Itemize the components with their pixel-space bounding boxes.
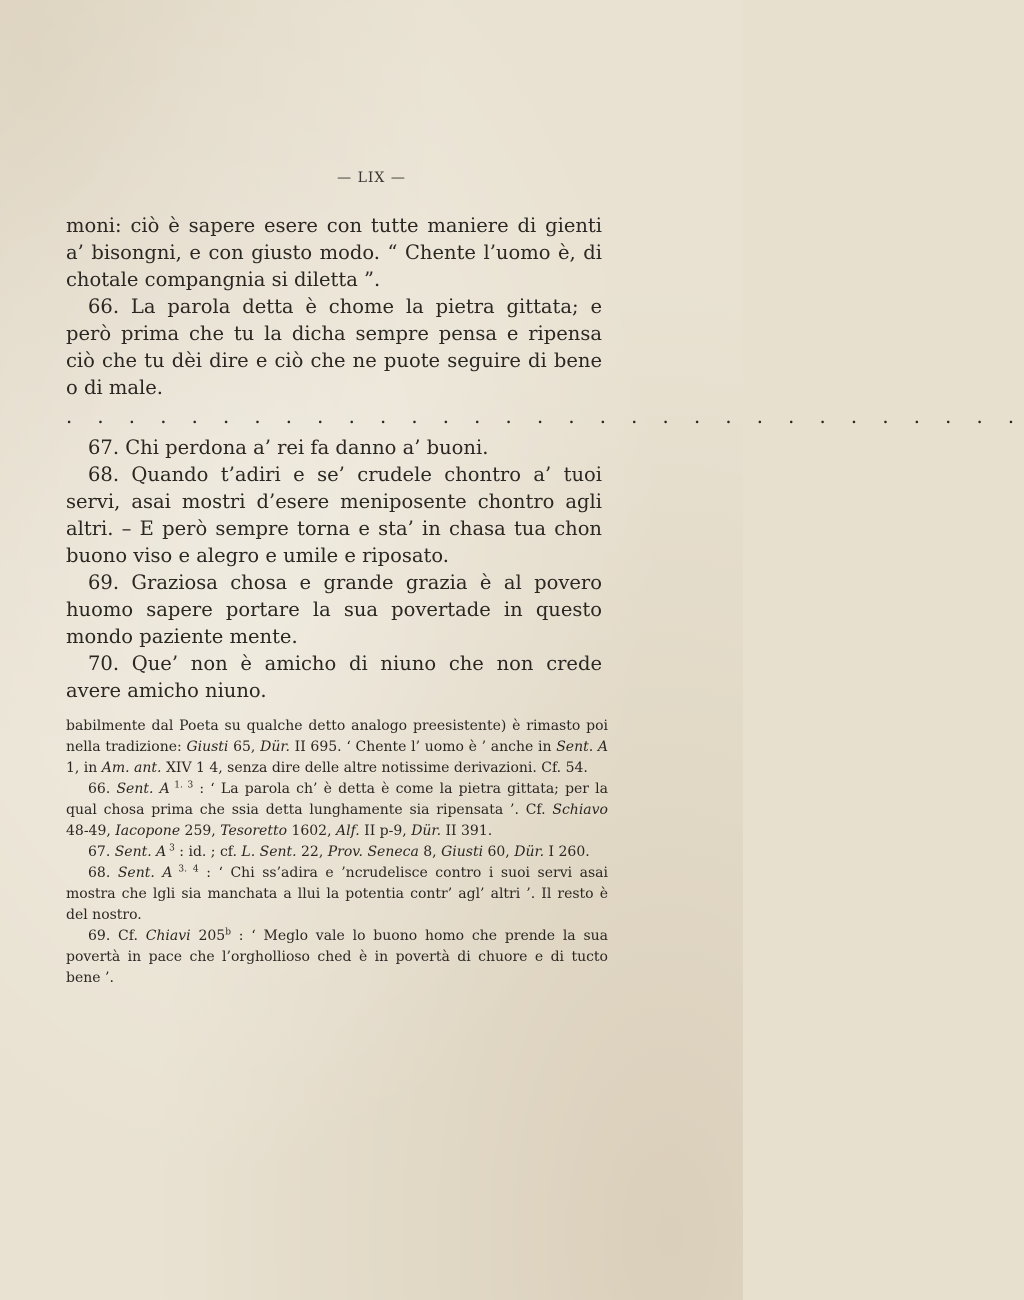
- note-67: [66, 842, 608, 863]
- note-66: [66, 779, 608, 842]
- note-text: 22,: [296, 844, 328, 860]
- footnotes: [66, 716, 608, 989]
- note-text: 205: [190, 928, 226, 944]
- note-citation: L. Sent.: [241, 844, 297, 860]
- note-text: 1, in: [66, 760, 102, 776]
- note-citation: Dür.: [260, 739, 290, 755]
- paragraph-67: 67. Chi perdona a’ rei fa danno a’ buoni.: [88, 436, 489, 459]
- note-number: 68.: [88, 865, 118, 881]
- note-text: XIV 1 4, senza dire delle altre notissime derivazioni. Cf. 54.: [161, 760, 588, 776]
- note-text: babilmente dal Poeta su qualche detto analogo preesistente) è rimasto poi nella tradizione:: [66, 718, 608, 755]
- note-superscript: 3: [166, 843, 175, 854]
- note-text: II p-9,: [359, 823, 412, 839]
- paragraph-69: 69. Graziosa chosa e grande grazia è al povero huomo sapere portare la sua povertade in questo mondo paziente mente.: [66, 571, 602, 648]
- note-citation: Iacopone: [115, 823, 181, 839]
- note-text: 60,: [483, 844, 515, 860]
- note-citation: Prov. Seneca: [327, 844, 419, 860]
- note-number: 69. Cf.: [88, 928, 146, 944]
- note-text: 259,: [180, 823, 221, 839]
- note-text: I 260.: [544, 844, 590, 860]
- note-text: 48-49,: [66, 823, 116, 839]
- running-head: — LIX —: [337, 170, 406, 186]
- note-citation: Chiavi: [145, 928, 191, 944]
- note-citation: Dür.: [514, 844, 545, 860]
- note-text: 65,: [228, 739, 261, 755]
- note-citation: Am. ant.: [101, 760, 162, 776]
- note-text: 8,: [418, 844, 442, 860]
- note-continuation: [66, 716, 608, 779]
- note-citation: Giusti: [441, 844, 484, 860]
- note-text: II 391.: [441, 823, 493, 839]
- paragraph-68: 68. Quando t’adiri e se’ crudele chontro a’ tuoi servi, asai mostri d’esere meniposente chontro agli altri. – E però sempre torna e sta’ in chasa tua chon buono viso e alegro e umile e riposato.: [66, 463, 602, 567]
- paragraph-continuation: moni: ciò è sapere esere con tutte maniere di gienti a’ bisongni, e con giusto modo. “ Chente l’uomo è, di chotale compangnia si diletta ”.: [66, 214, 602, 291]
- note-text: : ‘ Chi ss’adira e ’ncrudelisce contro i suoi servi asai mostra che lgli sia manchata a llui la potentia contr’ agl’ altri ’. Il resto è del nostro.: [66, 865, 608, 923]
- note-text: : ‘ La parola ch’ è detta è come la pietra gittata; per la qual chosa prima che ssia detta lunghamente sia ripensata ’. Cf.: [66, 781, 609, 818]
- main-text: [66, 212, 1024, 704]
- note-text: : ‘ Meglo vale lo buono homo che prende la sua povertà in pace che l’orghollioso ched è in povertà di chuore e di tucto bene ’.: [66, 928, 608, 986]
- note-69: [66, 926, 608, 989]
- note-number: 67.: [88, 844, 115, 860]
- note-number: 66.: [88, 781, 117, 797]
- note-text: II 695. ‘ Chente l’ uomo è ’ anche in: [289, 739, 557, 755]
- note-text: : id. ; cf.: [174, 844, 242, 860]
- note-citation: Tesoretto: [220, 823, 287, 839]
- note-citation: Sent. A: [114, 844, 167, 860]
- note-citation: Giusti: [186, 739, 229, 755]
- note-superscript: b: [225, 927, 231, 938]
- note-citation: Sent. A: [556, 739, 608, 755]
- note-superscript: 1. 3: [169, 780, 194, 791]
- note-citation: Dür.: [411, 823, 442, 839]
- ellipsis-dots: . . . . . . . . . . . . . . . . . . . . . . . . . . . . . . .: [66, 405, 1024, 428]
- note-citation: Sent. A: [116, 781, 170, 797]
- note-citation: Schiavo: [552, 802, 608, 818]
- note-superscript: 3. 4: [172, 864, 199, 875]
- note-citation: Alf.: [335, 823, 360, 839]
- note-68: [66, 863, 608, 926]
- note-citation: Sent. A: [117, 865, 173, 881]
- paragraph-66: 66. La parola detta è chome la pietra gittata; e però prima che tu la dicha sempre pensa e ripensa ciò che tu dèi dire e ciò che ne puote seguire di bene o di male.: [66, 295, 602, 399]
- note-text: 1602,: [287, 823, 336, 839]
- paragraph-70: 70. Que’ non è amicho di niuno che non crede avere amicho niuno.: [66, 652, 602, 702]
